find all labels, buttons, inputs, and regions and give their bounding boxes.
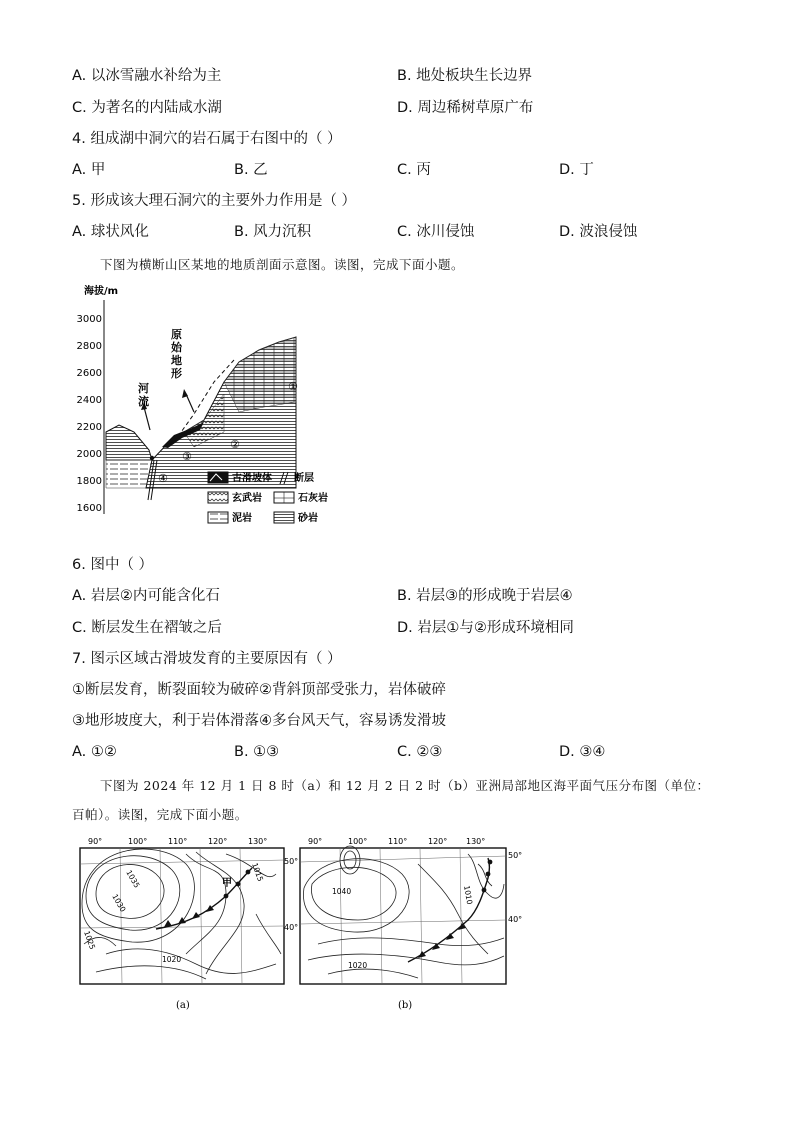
lat-label-40: 40° [284, 923, 299, 932]
geology-cross-section-figure [74, 282, 344, 540]
pressure-intro-line-2: 百帕）。读图，完成下面小题。 [72, 807, 248, 822]
q5-option-d: D. 波浪侵蚀 [559, 224, 638, 240]
layer-mark-4: ④ [158, 472, 168, 485]
y-tick: 2000 [76, 449, 102, 460]
q7-statements-2: ③地形坡度大，利于岩体滑落④多台风天气，容易诱发滑坡 [72, 713, 446, 729]
y-tick: 2600 [76, 368, 102, 379]
q3-option-a: A. 以冰雪融水补给为主 [72, 68, 222, 84]
layer-mark-2: ② [230, 438, 240, 451]
isobar-label: 1020 [162, 955, 182, 964]
lon-label: 90° [308, 837, 323, 846]
q3-option-c: C. 为著名的内陆咸水湖 [72, 100, 222, 116]
q7-stem: 7. 图示区域古滑坡发育的主要原因有（ ） [72, 651, 342, 667]
q7-statements-1: ①断层发育，断裂面较为破碎②背斜顶部受张力，岩体破碎 [72, 682, 446, 698]
lon-label: 110° [168, 837, 188, 846]
y-tick: 3000 [76, 314, 102, 325]
q6-stem: 6. 图中（ ） [72, 557, 154, 573]
q6-option-a: A. 岩层②内可能含化石 [72, 588, 220, 604]
legend-landslide: 古滑坡体 [232, 473, 272, 484]
legend-limestone: 石灰岩 [298, 493, 328, 504]
isobar-label: 1040 [332, 887, 352, 896]
lon-label: 130° [466, 837, 486, 846]
q7-option-c: C. ②③ [397, 744, 443, 760]
pressure-intro-line-1: 下图为 2024 年 12 月 1 日 8 时（a）和 12 月 2 日 2 时（b）亚洲局部地区海平面气压分布图（单位： [100, 778, 710, 793]
isobar-label: 1035 [124, 868, 142, 890]
isobar-label: 1030 [110, 892, 128, 914]
lon-label: 100° [128, 837, 148, 846]
lon-label: 90° [88, 837, 103, 846]
lon-label: 130° [248, 837, 268, 846]
pressure-map-b [298, 834, 522, 1016]
y-axis-title: 海拔/m [84, 286, 119, 297]
layer-mark-1: ① [288, 380, 298, 393]
isobar-label: 1015 [250, 861, 266, 883]
y-tick: 2800 [76, 341, 102, 352]
y-tick: 2200 [76, 422, 102, 433]
q7-option-d: D. ③④ [559, 744, 606, 760]
q5-option-a: A. 球状风化 [72, 224, 149, 240]
legend-basalt: 玄武岩 [232, 493, 262, 504]
caption-a: (a) [176, 1000, 190, 1011]
lon-label: 120° [208, 837, 228, 846]
label-original-terrain: 原始地形 [171, 328, 182, 380]
q7-option-b: B. ①③ [234, 744, 280, 760]
q4-option-b: B. 乙 [234, 162, 268, 178]
q3-option-b: B. 地处板块生长边界 [397, 68, 533, 84]
q4-option-a: A. 甲 [72, 162, 106, 178]
legend-sandstone: 砂岩 [298, 513, 318, 524]
lat-label-40: 40° [508, 915, 523, 924]
q5-option-c: C. 冰川侵蚀 [397, 224, 475, 240]
label-river: 河流 [138, 382, 149, 408]
y-tick: 1600 [76, 503, 102, 514]
q6-option-c: C. 断层发生在褶皱之后 [72, 620, 222, 636]
legend-fault: 断层 [294, 473, 314, 484]
lat-label-50: 50° [508, 851, 523, 860]
y-axis-ticks [77, 314, 102, 514]
caption-b: (b) [398, 1000, 413, 1011]
geology-intro: 下图为横断山区某地的地质剖面示意图。读图，完成下面小题。 [100, 257, 465, 272]
lon-label: 120° [428, 837, 448, 846]
legend [208, 471, 328, 524]
q5-option-b: B. 风力沉积 [234, 224, 312, 240]
q3-option-d: D. 周边稀树草原广布 [397, 100, 534, 116]
q4-option-d: D. 丁 [559, 162, 594, 178]
q6-option-b: B. 岩层③的形成晚于岩层④ [397, 588, 573, 604]
q4-option-c: C. 丙 [397, 162, 431, 178]
isobar-label: 1010 [462, 884, 475, 906]
q5-stem: 5. 形成该大理石洞穴的主要外力作用是（ ） [72, 193, 357, 209]
label-jia: 甲 [222, 878, 232, 889]
y-tick: 2400 [76, 395, 102, 406]
pressure-map-a [76, 834, 299, 1016]
isobar-label: 1025 [82, 929, 98, 951]
q7-option-a: A. ①② [72, 744, 117, 760]
legend-mudstone: 泥岩 [232, 513, 252, 524]
isobar-label: 1020 [348, 961, 368, 970]
layer-mark-3: ③ [182, 450, 192, 463]
q6-option-d: D. 岩层①与②形成环境相同 [397, 620, 574, 636]
y-tick: 1800 [76, 476, 102, 487]
lon-label: 110° [388, 837, 408, 846]
lat-label-50: 50° [284, 857, 299, 866]
lon-label: 100° [348, 837, 368, 846]
q4-stem: 4. 组成湖中洞穴的岩石属于右图中的（ ） [72, 131, 342, 147]
